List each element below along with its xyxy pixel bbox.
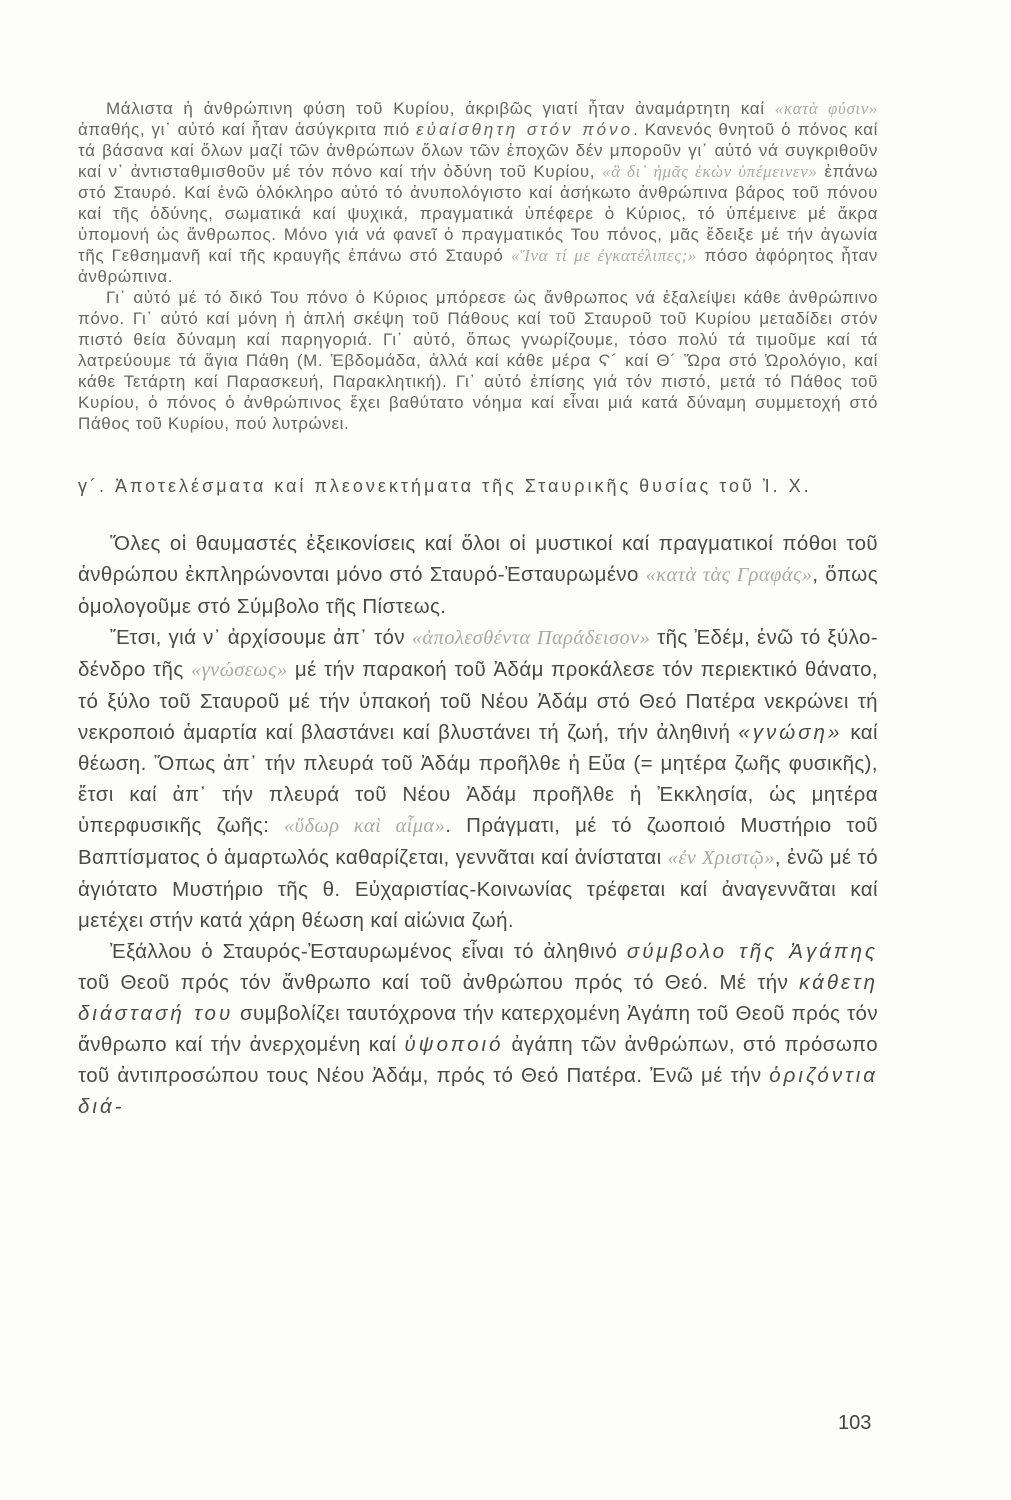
paragraph-text: . Πράγματι, μέ τό ζωοποιό Μυστήριο τοῦ Βαπτίσματος ὁ ἁμαρτωλός καθαρίζεται, γεννᾶται καί ἀνίσταται — [78, 814, 878, 869]
emphasis-text: «γνώση» — [738, 721, 843, 744]
emphasis-text: «γνώσεως» — [190, 659, 288, 681]
paragraph-text: ἐπάνω στό Σταυρό. Καί ἐνῶ ὁλόκληρο αὐτό τό ἀνυπολόγιστο καί ἀσήκωτο ἀνθρώπινα βάρος τοῦ πόνου καί τῆς ὀδύνης, σωματικά καί ψυχικά, πραγματικά ὑπέφερε ὁ Κύριος, τό ὑπέμεινε μέ ἄκρα ὑπομονή ὡς ἄνθρωπος. Μόνο γιά νά φανεῖ ὁ πραγματικός Του πόνος, μᾶς ἔδειξε μέ τήν ἀγωνία τῆς Γεθσημανῆ καί τῆς κραυγῆς ἐπάνω στό Σταυρό — [78, 162, 879, 265]
paragraph-text: καί θέωση. Ὅπως ἀπ᾽ τήν πλευρά τοῦ Ἀδάμ προῆλθε ἡ Εὔα (= μητέρα ζωῆς φυσικῆς), ἔτσι καί ἀπ᾽ τήν πλευρά τοῦ Νέου Ἀδάμ προῆλθε ἡ Ἐκκλησία, ὡς μητέρα ὑπερφυσικῆς ζωῆς: — [78, 721, 878, 837]
emphasis-text: «ὕδωρ καὶ αἷμα» — [284, 815, 446, 837]
emphasis-text: «ἐν Χριστῷ» — [667, 847, 775, 869]
paragraph-text: μέ τήν παρακοή τοῦ Ἀδάμ προκάλεσε τόν περιεκτικό θάνατο, τό ξύλο τοῦ Σταυροῦ μέ τήν ὑπακοή τοῦ Νέου Ἀδάμ στό Θεό Πατέρα νεκρώνει τή νεκροποιό ἁμαρτία καί βλαστάνει καί βλυστάνει τή ζωή, τήν ἀληθινή — [78, 658, 878, 744]
page-number: 103 — [838, 1412, 872, 1434]
paragraph-text: Ὅλες οἱ θαυμαστές ἐξεικονίσεις καί ὅλοι οἱ μυστικοί καί πραγματικοί πόθοι τοῦ ἀνθρώπου ἐκπληρώνονται μόνο στό Σταυρό-Ἐσταυρωμένο — [78, 532, 878, 586]
text-block-bottom — [78, 528, 878, 1122]
paragraph — [78, 98, 878, 287]
emphasis-text: «ἃ δι᾽ ἡμᾶς ἑκὼν ὑπέμεινεν» — [601, 162, 818, 181]
paragraph-text: , ὅπως ὁμολογοῦμε στό Σύμβολο τῆς Πίστεως. — [78, 563, 878, 618]
paragraph-text: Ἐξάλλου ὁ Σταυρός-Ἐσταυρωμένος εἶναι τό ἀληθινό — [110, 940, 627, 963]
emphasis-text: «κατὰ τὰς Γραφάς» — [645, 564, 813, 586]
paragraph — [78, 528, 878, 622]
paragraph-text: ἀπαθής, γι᾽ αὐτό καί ἦταν ἀσύγκριτα πιό — [78, 120, 417, 139]
emphasis-text: «κατὰ φύσιν» — [774, 99, 879, 118]
emphasis-text: «ἀπολεσθέντα Παράδεισον» — [411, 627, 651, 649]
paragraph-text: Γι᾽ αὐτό μέ τό δικό Του πόνο ὁ Κύριος μπόρεσε ὡς ἄνθρωπος νά ἐξαλείψει κάθε ἀνθρώπινο πόνο. Γι᾽ αὐτό καί μόνη ἡ ἁπλή σκέψη τοῦ Πάθους καί τοῦ Σταυροῦ τοῦ Κυρίου μεταδίδει στόν πιστό θεία δύναμη καί παρηγοριά. Γι᾽ αὐτό, ὅπως γνωρίζουμε, τόσο πολύ τά τιμοῦμε καί τά λατρεύουμε τά ἅγια Πάθη (Μ. Ἑβδομάδα, ἀλλά καί κάθε μέρα Ϛ´ καί Θ´ Ὥρα στό Ὡρολόγιο, καί κάθε Τετάρτη καί Παρασκευή, Παρακλητική). Γι᾽ αὐτό ἐπίσης γιά τόν πιστό, μετά τό Πάθος τοῦ Κυρίου, ὁ πόνος ὁ ἀνθρώπινος ἔχει βαθύτατο νόημα καί εἶναι μιά κατά δύναμη συμμετοχή στό Πάθος τοῦ Κυρίου, πού λυτρώνει. — [78, 288, 878, 433]
text-block-top — [78, 98, 878, 434]
emphasis-text: εὐαίσθητη στόν πόνο — [416, 120, 634, 139]
emphasis-text: κάθετη διάστασή του — [78, 971, 878, 1025]
paragraph-text: πόσο ἀφόρητος ἦταν ἀνθρώπινα. — [78, 246, 879, 286]
paragraph-text: . Κανενός θνητοῦ ὁ πόνος καί τά βάσανα καί ὅλων μαζί τῶν ἀνθρώπων ὅλων τῶν ἐποχῶν δέν μποροῦν γι᾽ αὐτό νά συγκριθοῦν καί ν᾽ ἀντισταθμισθοῦν μέ τόν πόνο καί τήν ὀδύνη τοῦ Κυρίου, — [78, 120, 878, 181]
paragraph-text: ἀγάπη τῶν ἀνθρώπων, στό πρόσωπο τοῦ ἀντιπροσώπου τους Νέου Ἀδάμ, πρός τό Θεό Πατέρα. Ἐνῶ μέ τήν — [78, 1033, 878, 1087]
paragraph-text: συμβολίζει ταυτόχρονα τήν κατερχομένη Ἀγάπη τοῦ Θεοῦ πρός τόν ἄνθρωπο καί τήν ἀνερχομένη καί — [78, 1002, 878, 1056]
paragraph — [78, 936, 878, 1122]
emphasis-text: ὁριζόντια διά- — [78, 1064, 878, 1118]
section-heading: γ´. Ἀποτελέσματα καί πλεονεκτήματα τῆς Σταυρικῆς θυσίας τοῦ Ἰ. Χ. — [78, 476, 812, 496]
paragraph-text: τοῦ Θεοῦ πρός τόν ἄνθρωπο καί τοῦ ἀνθρώπου πρός τό Θεό. Μέ τήν — [78, 971, 800, 994]
paragraph-text: Μάλιστα ἡ ἀνθρώπινη φύση τοῦ Κυρίου, ἀκριβῶς γιατί ἦταν ἀναμάρτητη καί — [106, 99, 775, 118]
book-page — [78, 98, 878, 1122]
emphasis-text: σύμβολο τῆς Ἀγάπης — [626, 940, 878, 963]
emphasis-text: ὑψοποιό — [404, 1033, 504, 1056]
paragraph-text: τῆς Ἐδέμ, ἐνῶ τό ξύλο-δένδρο τῆς — [78, 626, 878, 681]
emphasis-text: «Ἵνα τί με ἐγκατέλιπες;» — [510, 246, 698, 265]
paragraph-text: , ἐνῶ μέ τό ἁγιότατο Μυστήριο τῆς θ. Εὐχαριστίας-Κοινωνίας τρέφεται καί ἀναγεννᾶται καί μετέχει στήν κατά χάρη θέωση καί αἰώνια ζωή. — [78, 846, 878, 932]
paragraph-text: Ἔτσι, γιά ν᾽ ἀρχίσουμε ἀπ᾽ τόν — [110, 626, 412, 649]
paragraph — [78, 622, 878, 936]
paragraph — [78, 287, 878, 434]
